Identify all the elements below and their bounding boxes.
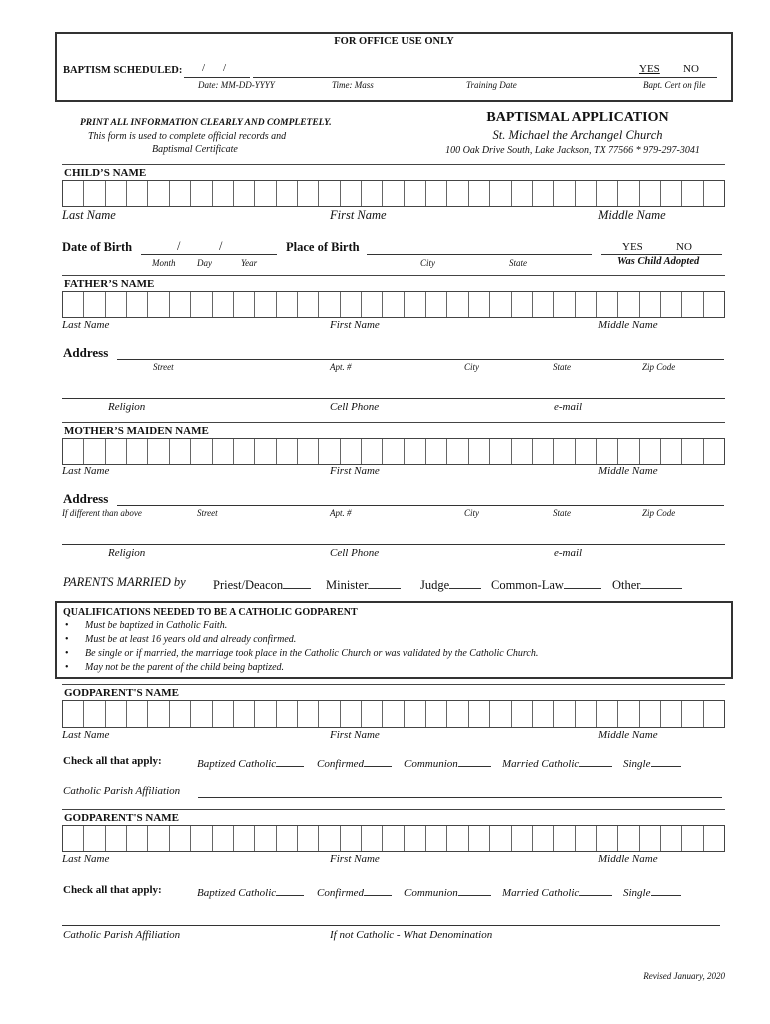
letter-box[interactable] [83, 701, 104, 727]
letter-box[interactable] [703, 826, 724, 851]
letter-box[interactable] [681, 439, 702, 464]
letter-box[interactable] [596, 292, 617, 317]
letter-box[interactable] [276, 292, 297, 317]
married-minister-label: Minister [326, 578, 369, 592]
qualification-item: • Be single or if married, the marriage took place in the Catholic Church or was validated by the Catholic Church. [63, 647, 725, 661]
pob-label: Place of Birth [286, 240, 360, 254]
letter-box[interactable] [83, 439, 104, 464]
dob-label: Date of Birth [62, 240, 133, 254]
letter-box[interactable] [105, 181, 126, 206]
office-yes-no-line[interactable] [635, 65, 717, 78]
child-first-name-label: First Name [330, 208, 387, 222]
letter-box[interactable] [703, 181, 724, 206]
letter-box[interactable] [147, 701, 168, 727]
letter-box[interactable] [254, 292, 275, 317]
letter-box[interactable] [318, 439, 339, 464]
letter-box[interactable] [617, 826, 638, 851]
letter-box[interactable] [318, 292, 339, 317]
letter-box[interactable] [532, 439, 553, 464]
letter-box[interactable] [446, 826, 467, 851]
letter-box[interactable] [575, 826, 596, 851]
letter-box[interactable] [233, 292, 254, 317]
father-last-name-label: Last Name [62, 319, 110, 331]
church-address: 100 Oak Drive South, Lake Jackson, TX 77566 * 979-297-3041 [445, 145, 700, 156]
letter-box[interactable] [83, 292, 104, 317]
father-state-caption: State [553, 362, 571, 372]
father-email-label: e-mail [554, 401, 583, 413]
letter-box[interactable] [126, 181, 147, 206]
godparent1-last-name-label: Last Name [62, 729, 110, 741]
married-other-label: Other [612, 578, 641, 592]
godparent2-single-option[interactable] [623, 884, 681, 899]
letter-box[interactable] [511, 292, 532, 317]
godparent2-name-grid[interactable] [62, 825, 725, 852]
godparent1-married-label: Married Catholic [502, 758, 580, 770]
letter-box[interactable] [83, 826, 104, 851]
godparent2-confirmed-option[interactable] [317, 884, 392, 899]
letter-box[interactable] [446, 701, 467, 727]
letter-box[interactable] [404, 826, 425, 851]
letter-box[interactable] [425, 826, 446, 851]
letter-box[interactable] [361, 181, 382, 206]
letter-box[interactable] [639, 181, 660, 206]
letter-box[interactable] [596, 439, 617, 464]
letter-box[interactable] [382, 701, 403, 727]
letter-box[interactable] [318, 826, 339, 851]
godparent1-communion-label: Communion [404, 758, 458, 770]
qualifications-box [55, 601, 733, 679]
bapt-cert-caption: Bapt. Cert on file [643, 80, 706, 90]
father-apt-caption: Apt. # [330, 362, 352, 372]
letter-box[interactable] [404, 439, 425, 464]
letter-box[interactable] [190, 439, 211, 464]
letter-box[interactable] [489, 701, 510, 727]
office-use-title: FOR OFFICE USE ONLY [334, 36, 454, 47]
letter-box[interactable] [596, 826, 617, 851]
godparent2-baptized-option[interactable] [197, 884, 304, 899]
pob-city-caption: City [420, 258, 435, 268]
dob-month-caption: Month [152, 258, 176, 268]
married-judge-option[interactable] [420, 576, 481, 593]
mother-cell-label: Cell Phone [330, 547, 380, 559]
mother-name-grid[interactable] [62, 438, 725, 465]
godparent1-married-option[interactable] [502, 755, 612, 770]
letter-box[interactable] [254, 181, 275, 206]
father-street-caption: Street [153, 362, 174, 372]
letter-box[interactable] [639, 292, 660, 317]
letter-box[interactable] [553, 292, 574, 317]
letter-box[interactable] [276, 701, 297, 727]
letter-box[interactable] [575, 701, 596, 727]
mother-zip-caption: Zip Code [642, 508, 676, 518]
letter-box[interactable] [212, 181, 233, 206]
page-title: BAPTISMAL APPLICATION [486, 110, 669, 125]
letter-box[interactable] [681, 292, 702, 317]
letter-box[interactable] [147, 439, 168, 464]
letter-box[interactable] [468, 181, 489, 206]
letter-box[interactable] [703, 292, 724, 317]
married-priest-option[interactable] [213, 576, 311, 593]
letter-box[interactable] [169, 181, 190, 206]
letter-box[interactable] [617, 439, 638, 464]
parents-married-label: PARENTS MARRIED by [63, 575, 186, 589]
letter-box[interactable] [681, 181, 702, 206]
married-priest-label: Priest/Deacon [213, 578, 284, 592]
father-religion-label: Religion [108, 401, 146, 413]
mother-contact-line[interactable] [62, 544, 725, 545]
godparent1-name-header: GODPARENT'S NAME [62, 684, 725, 700]
qualifications-list [63, 619, 725, 675]
letter-box[interactable] [276, 826, 297, 851]
godparent1-parish-label: Catholic Parish Affiliation [63, 785, 181, 797]
qualifications-title: QUALIFICATIONS NEEDED TO BE A CATHOLIC GODPARENT [63, 607, 358, 618]
married-other-option[interactable] [612, 576, 682, 593]
child-last-name-label: Last Name [62, 208, 116, 222]
letter-box[interactable] [660, 181, 681, 206]
godparent1-parish-field[interactable] [198, 786, 722, 798]
letter-box[interactable] [212, 826, 233, 851]
child-name-header: CHILD’S NAME [62, 164, 725, 180]
godparent2-parish-label: Catholic Parish Affiliation [63, 929, 181, 941]
dob-day-caption: Day [197, 258, 212, 268]
father-name-header: FATHER’S NAME [62, 275, 725, 291]
godparent1-confirmed-option[interactable] [317, 755, 392, 770]
letter-box[interactable] [254, 439, 275, 464]
letter-box[interactable] [404, 181, 425, 206]
mother-address-field[interactable] [117, 493, 724, 506]
godparent1-single-option[interactable] [623, 755, 681, 770]
letter-box[interactable] [489, 292, 510, 317]
mother-city-caption: City [464, 508, 479, 518]
letter-box[interactable] [126, 292, 147, 317]
letter-box[interactable] [254, 826, 275, 851]
married-judge-label: Judge [420, 578, 450, 592]
letter-box[interactable] [468, 826, 489, 851]
letter-box[interactable] [639, 701, 660, 727]
letter-box[interactable] [318, 181, 339, 206]
letter-box[interactable] [425, 292, 446, 317]
letter-box[interactable] [63, 826, 83, 851]
qualification-item: • Must be baptized in Catholic Faith. [63, 619, 725, 633]
letter-box[interactable] [190, 181, 211, 206]
letter-box[interactable] [297, 181, 318, 206]
letter-box[interactable] [233, 181, 254, 206]
letter-box[interactable] [660, 439, 681, 464]
letter-box[interactable] [169, 439, 190, 464]
letter-box[interactable] [361, 701, 382, 727]
office-no: NO [683, 63, 699, 75]
letter-box[interactable] [297, 439, 318, 464]
mother-state-caption: State [553, 508, 571, 518]
letter-box[interactable] [425, 701, 446, 727]
letter-box[interactable] [340, 292, 361, 317]
letter-box[interactable] [468, 701, 489, 727]
father-city-caption: City [464, 362, 479, 372]
godparent2-baptized-label: Baptized Catholic [197, 887, 277, 899]
godparent1-baptized-label: Baptized Catholic [197, 758, 277, 770]
office-yes: YES [639, 63, 660, 75]
dob-field[interactable] [141, 242, 277, 255]
father-address-label: Address [63, 345, 109, 360]
letter-box[interactable] [169, 701, 190, 727]
dob-slash-1: / [177, 239, 181, 253]
letter-box[interactable] [681, 826, 702, 851]
godparent2-name-header: GODPARENT'S NAME [62, 809, 725, 825]
letter-box[interactable] [617, 292, 638, 317]
letter-box[interactable] [147, 292, 168, 317]
letter-box[interactable] [340, 439, 361, 464]
godparent1-communion-option[interactable] [404, 755, 491, 770]
adopted-yes: YES [622, 241, 643, 253]
letter-box[interactable] [169, 292, 190, 317]
office-use-box [55, 32, 733, 102]
letter-box[interactable] [532, 181, 553, 206]
training-caption: Training Date [466, 80, 517, 90]
letter-box[interactable] [703, 439, 724, 464]
letter-box[interactable] [233, 439, 254, 464]
godparent2-single-label: Single [623, 887, 651, 899]
father-cell-label: Cell Phone [330, 401, 380, 413]
letter-box[interactable] [126, 701, 147, 727]
mother-last-name-label: Last Name [62, 465, 110, 477]
letter-box[interactable] [233, 701, 254, 727]
letter-box[interactable] [340, 701, 361, 727]
godparent2-parish-line[interactable] [62, 925, 720, 926]
letter-box[interactable] [660, 292, 681, 317]
letter-box[interactable] [617, 181, 638, 206]
father-contact-line[interactable] [62, 398, 725, 399]
mother-if-different-caption: If different than above [62, 508, 142, 518]
letter-box[interactable] [468, 439, 489, 464]
adopted-field[interactable] [601, 242, 722, 255]
letter-box[interactable] [147, 181, 168, 206]
letter-box[interactable] [382, 826, 403, 851]
godparent2-denomination-label: If not Catholic - What Denomination [330, 929, 493, 941]
mother-middle-name-label: Middle Name [598, 465, 658, 477]
married-common-law-option[interactable] [491, 576, 601, 593]
godparent2-confirmed-label: Confirmed [317, 887, 365, 899]
letter-box[interactable] [446, 292, 467, 317]
letter-box[interactable] [468, 292, 489, 317]
letter-box[interactable] [276, 439, 297, 464]
letter-box[interactable] [446, 181, 467, 206]
father-middle-name-label: Middle Name [598, 319, 658, 331]
letter-box[interactable] [297, 826, 318, 851]
letter-box[interactable] [575, 181, 596, 206]
letter-box[interactable] [382, 181, 403, 206]
letter-box[interactable] [382, 439, 403, 464]
letter-box[interactable] [703, 701, 724, 727]
letter-box[interactable] [511, 439, 532, 464]
letter-box[interactable] [553, 701, 574, 727]
letter-box[interactable] [190, 292, 211, 317]
letter-box[interactable] [425, 181, 446, 206]
godparent1-middle-name-label: Middle Name [598, 729, 658, 741]
letter-box[interactable] [404, 292, 425, 317]
letter-box[interactable] [105, 826, 126, 851]
godparent2-check-label: Check all that apply: [63, 884, 162, 896]
child-middle-name-label: Middle Name [598, 208, 666, 222]
godparent2-married-option[interactable] [502, 884, 612, 899]
letter-box[interactable] [361, 439, 382, 464]
letter-box[interactable] [340, 181, 361, 206]
godparent2-first-name-label: First Name [330, 853, 380, 865]
letter-box[interactable] [105, 292, 126, 317]
letter-box[interactable] [382, 292, 403, 317]
letter-box[interactable] [596, 181, 617, 206]
date-format-caption: Date: MM-DD-YYYY [198, 80, 275, 90]
letter-box[interactable] [212, 439, 233, 464]
letter-box[interactable] [297, 292, 318, 317]
letter-box[interactable] [489, 826, 510, 851]
letter-box[interactable] [105, 439, 126, 464]
letter-box[interactable] [254, 701, 275, 727]
letter-box[interactable] [489, 181, 510, 206]
letter-box[interactable] [639, 439, 660, 464]
letter-box[interactable] [425, 439, 446, 464]
letter-box[interactable] [169, 826, 190, 851]
letter-box[interactable] [63, 181, 83, 206]
letter-box[interactable] [660, 826, 681, 851]
intro-line-2: This form is used to complete official records and [88, 131, 287, 142]
godparent2-last-name-label: Last Name [62, 853, 110, 865]
dob-year-caption: Year [241, 258, 258, 268]
mother-address-label: Address [63, 491, 109, 506]
adopted-no: NO [676, 241, 692, 253]
adopted-caption: Was Child Adopted [617, 256, 700, 267]
letter-box[interactable] [681, 701, 702, 727]
godparent2-married-label: Married Catholic [502, 887, 580, 899]
letter-box[interactable] [489, 439, 510, 464]
letter-box[interactable] [660, 701, 681, 727]
letter-box[interactable] [190, 826, 211, 851]
letter-box[interactable] [297, 701, 318, 727]
letter-box[interactable] [147, 826, 168, 851]
mother-religion-label: Religion [108, 547, 146, 559]
revised-date: Revised January, 2020 [643, 971, 725, 981]
married-common-law-label: Common-Law [491, 578, 564, 592]
godparent1-check-label: Check all that apply: [63, 755, 162, 767]
letter-box[interactable] [190, 701, 211, 727]
mother-first-name-label: First Name [330, 465, 380, 477]
letter-box[interactable] [575, 292, 596, 317]
married-minister-option[interactable] [326, 576, 401, 593]
letter-box[interactable] [83, 181, 104, 206]
letter-box[interactable] [404, 701, 425, 727]
godparent2-middle-name-label: Middle Name [598, 853, 658, 865]
letter-box[interactable] [553, 181, 574, 206]
letter-box[interactable] [105, 701, 126, 727]
letter-box[interactable] [596, 701, 617, 727]
father-zip-caption: Zip Code [642, 362, 676, 372]
letter-box[interactable] [276, 181, 297, 206]
godparent2-communion-option[interactable] [404, 884, 491, 899]
baptism-scheduled-label: BAPTISM SCHEDULED: [63, 65, 183, 76]
child-name-grid[interactable] [62, 180, 725, 207]
letter-box[interactable] [63, 439, 83, 464]
father-address-field[interactable] [117, 347, 724, 360]
letter-box[interactable] [340, 826, 361, 851]
godparent1-name-grid[interactable] [62, 700, 725, 728]
letter-box[interactable] [126, 826, 147, 851]
letter-box[interactable] [63, 701, 83, 727]
letter-box[interactable] [553, 826, 574, 851]
baptism-date-field[interactable] [184, 65, 250, 78]
godparent1-single-label: Single [623, 758, 651, 770]
letter-box[interactable] [63, 292, 83, 317]
letter-box[interactable] [511, 826, 532, 851]
mother-street-caption: Street [197, 508, 218, 518]
date-slash-2: / [223, 62, 227, 74]
letter-box[interactable] [212, 701, 233, 727]
father-name-grid[interactable] [62, 291, 725, 318]
letter-box[interactable] [126, 439, 147, 464]
letter-box[interactable] [511, 181, 532, 206]
father-first-name-label: First Name [330, 319, 380, 331]
godparent1-baptized-option[interactable] [197, 755, 304, 770]
letter-box[interactable] [639, 826, 660, 851]
qualification-item: • May not be the parent of the child being baptized. [63, 661, 725, 675]
intro-line-3: Baptismal Certificate [152, 144, 238, 155]
mother-apt-caption: Apt. # [330, 508, 352, 518]
print-instructions: PRINT ALL INFORMATION CLEARLY AND COMPLETELY. [80, 118, 332, 128]
letter-box[interactable] [575, 439, 596, 464]
pob-field[interactable] [367, 242, 592, 255]
church-name: St. Michael the Archangel Church [492, 128, 663, 142]
letter-box[interactable] [361, 292, 382, 317]
qualification-item: • Must be at least 16 years old and already confirmed. [63, 633, 725, 647]
pob-state-caption: State [509, 258, 527, 268]
date-slash-1: / [202, 62, 206, 74]
letter-box[interactable] [318, 701, 339, 727]
godparent1-confirmed-label: Confirmed [317, 758, 365, 770]
letter-box[interactable] [553, 439, 574, 464]
letter-box[interactable] [532, 826, 553, 851]
letter-box[interactable] [511, 701, 532, 727]
letter-box[interactable] [233, 826, 254, 851]
letter-box[interactable] [617, 701, 638, 727]
schedule-line[interactable] [253, 65, 635, 78]
mother-name-header: MOTHER’S MAIDEN NAME [62, 422, 725, 438]
letter-box[interactable] [532, 701, 553, 727]
letter-box[interactable] [212, 292, 233, 317]
letter-box[interactable] [361, 826, 382, 851]
letter-box[interactable] [446, 439, 467, 464]
time-caption: Time: Mass [332, 80, 374, 90]
dob-slash-2: / [219, 239, 223, 253]
godparent2-communion-label: Communion [404, 887, 458, 899]
godparent1-first-name-label: First Name [330, 729, 380, 741]
letter-box[interactable] [532, 292, 553, 317]
mother-email-label: e-mail [554, 547, 583, 559]
